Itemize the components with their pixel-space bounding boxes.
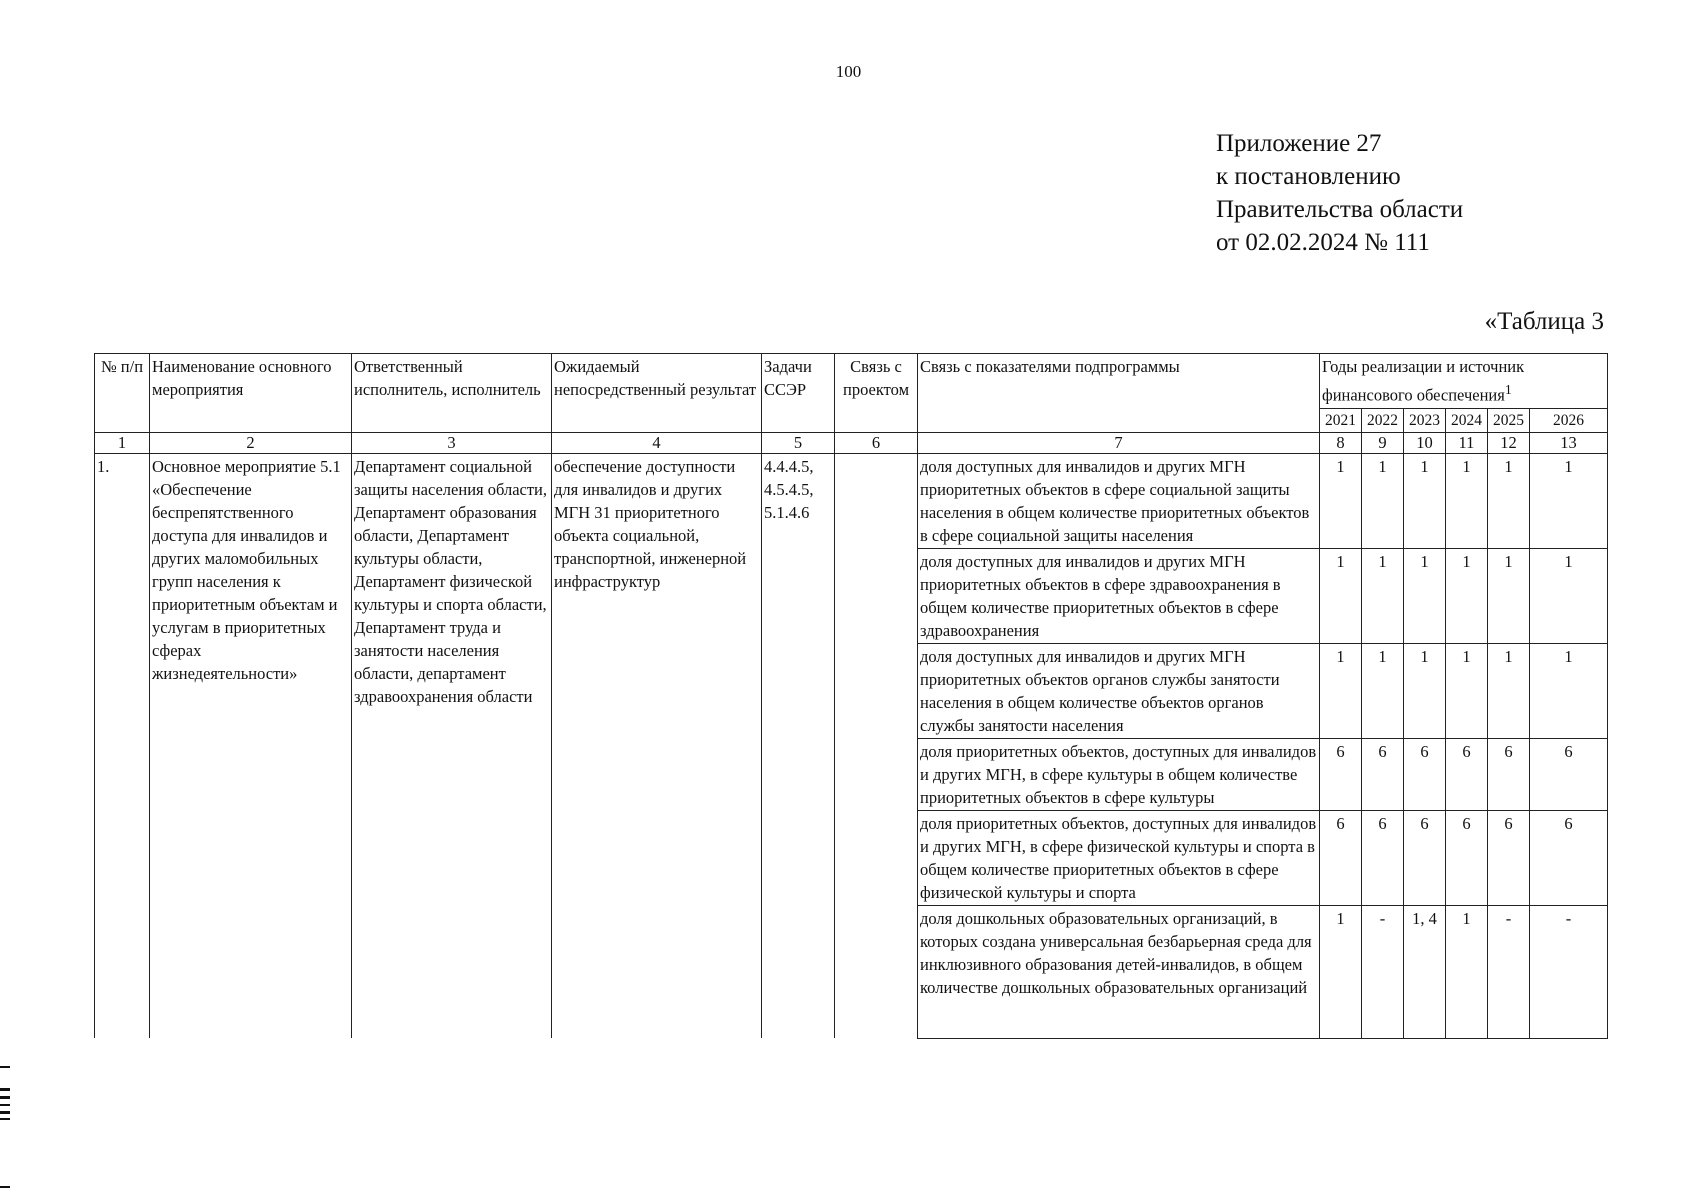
year-header: 2021	[1320, 408, 1362, 432]
appendix-block	[1216, 127, 1463, 259]
indicator-value: 1	[1446, 548, 1488, 643]
year-header: 2022	[1362, 408, 1404, 432]
column-number: 12	[1488, 432, 1530, 453]
indicator-value: 6	[1320, 810, 1362, 905]
table-row	[95, 453, 1608, 548]
indicator-value: 6	[1362, 738, 1404, 810]
column-number: 11	[1446, 432, 1488, 453]
header-name: Наименование основного мероприятия	[150, 354, 352, 433]
column-number-row	[95, 432, 1608, 453]
column-number: 9	[1362, 432, 1404, 453]
indicator-value: 1	[1362, 548, 1404, 643]
header-result: Ожидаемый непосредственный результат	[552, 354, 762, 433]
activities-table	[94, 353, 1608, 1039]
indicator-value: 1	[1362, 643, 1404, 738]
indicator-value: -	[1488, 905, 1530, 1038]
header-years-group-text: Годы реализации и источник финансового обеспечения	[1322, 357, 1525, 405]
scan-mark	[0, 1104, 10, 1106]
column-number: 10	[1404, 432, 1446, 453]
indicator-value: 1	[1446, 453, 1488, 548]
indicator-value: 6	[1320, 738, 1362, 810]
column-number: 6	[835, 432, 918, 453]
indicator-value: 1	[1488, 643, 1530, 738]
indicator-value: 6	[1404, 738, 1446, 810]
indicator-text: доля доступных для инвалидов и других МГН приоритетных объектов в сфере социальной защиты населения в общем количестве приоритетных объектов в сфере социальной защиты населения	[918, 453, 1320, 548]
indicator-value: 6	[1530, 738, 1608, 810]
scan-mark	[0, 1186, 10, 1188]
indicator-text: доля приоритетных объектов, доступных для инвалидов и других МГН, в сфере культуры в общем количестве приоритетных объектов в сфере культуры	[918, 738, 1320, 810]
indicator-value: 6	[1530, 810, 1608, 905]
header-num: № п/п	[95, 354, 150, 433]
header-tasks: Задачи ССЭР	[762, 354, 835, 433]
indicator-value: 6	[1488, 738, 1530, 810]
scan-mark	[0, 1118, 10, 1120]
indicator-value: 1, 4	[1404, 905, 1446, 1038]
scan-mark	[0, 1066, 10, 1068]
indicator-value: 1	[1446, 905, 1488, 1038]
indicator-text: доля доступных для инвалидов и других МГН приоритетных объектов органов службы занятости населения в общем количестве объектов органов службы занятости населения	[918, 643, 1320, 738]
indicator-value: 1	[1530, 548, 1608, 643]
indicator-value: 1	[1320, 453, 1362, 548]
scan-mark	[0, 1096, 10, 1099]
indicator-value: 1	[1404, 453, 1446, 548]
indicator-value: 1	[1320, 643, 1362, 738]
column-number: 5	[762, 432, 835, 453]
column-number: 4	[552, 432, 762, 453]
table-title: «Таблица 3	[1484, 308, 1604, 335]
indicator-value: -	[1530, 905, 1608, 1038]
indicator-value: 6	[1446, 738, 1488, 810]
indicator-value: 1	[1320, 905, 1362, 1038]
row-num: 1.	[95, 453, 150, 1038]
indicator-value: 1	[1320, 548, 1362, 643]
indicator-value: 6	[1404, 810, 1446, 905]
scan-mark	[0, 1088, 10, 1091]
row-project	[835, 453, 918, 1038]
row-responsible: Департамент социальной защиты населения области, Департамент образования области, Департамент культуры области, Департамент физической культуры и спорта области, Департамент труда и занятости населения области, департамент здравоохранения области	[352, 453, 552, 1038]
row-tasks: 4.4.4.5, 4.5.4.5, 5.1.4.6	[762, 453, 835, 1038]
scan-mark	[0, 1111, 10, 1114]
indicator-value: 1	[1488, 548, 1530, 643]
column-number: 7	[918, 432, 1320, 453]
indicator-value: 6	[1488, 810, 1530, 905]
footnote-mark: 1	[1504, 382, 1512, 397]
year-header: 2023	[1404, 408, 1446, 432]
row-result: обеспечение доступности для инвалидов и других МГН 31 приоритетного объекта социальной, транспортной, инженерной инфраструктур	[552, 453, 762, 1038]
appendix-line-1: Приложение 27	[1216, 130, 1382, 157]
appendix-line-2: к постановлению	[1216, 163, 1401, 190]
indicator-value: 1	[1446, 643, 1488, 738]
column-number: 2	[150, 432, 352, 453]
indicator-value: 1	[1404, 548, 1446, 643]
indicator-value: 1	[1530, 643, 1608, 738]
header-indicators: Связь с показателями подпрограммы	[918, 354, 1320, 433]
page-number: 100	[835, 62, 862, 81]
appendix-line-4: от 02.02.2024 № 111	[1216, 229, 1430, 256]
appendix-line-3: Правительства области	[1216, 196, 1464, 223]
row-name: Основное мероприятие 5.1 «Обеспечение беспрепятственного доступа для инвалидов и других маломобильных групп населения к приоритетным объектам и услугам в приоритетных сферах жизнедеятельности»	[150, 453, 352, 1038]
year-header: 2025	[1488, 408, 1530, 432]
indicator-text: доля приоритетных объектов, доступных для инвалидов и других МГН, в сфере физической культуры и спорта в общем количестве приоритетных объектов в сфере физической культуры и спорта	[918, 810, 1320, 905]
header-responsible: Ответственный исполнитель, исполнитель	[352, 354, 552, 433]
year-header: 2026	[1530, 408, 1608, 432]
indicator-value: 6	[1446, 810, 1488, 905]
indicator-value: 1	[1362, 453, 1404, 548]
indicator-value: 1	[1530, 453, 1608, 548]
indicator-value: 1	[1404, 643, 1446, 738]
column-number: 13	[1530, 432, 1608, 453]
header-years-group	[1320, 354, 1608, 409]
indicator-text: доля доступных для инвалидов и других МГН приоритетных объектов в сфере здравоохранения в общем количестве приоритетных объектов в сфере здравоохранения	[918, 548, 1320, 643]
column-number: 1	[95, 432, 150, 453]
header-project: Связь с проектом	[835, 354, 918, 433]
indicator-text: доля дошкольных образовательных организаций, в которых создана универсальная безбарьерная среда для инклюзивного образования детей-инвалидов, в общем количестве дошкольных образовательных организаций	[918, 905, 1320, 1038]
year-header: 2024	[1446, 408, 1488, 432]
indicator-value: 6	[1362, 810, 1404, 905]
indicator-value: 1	[1488, 453, 1530, 548]
column-number: 8	[1320, 432, 1362, 453]
indicator-value: -	[1362, 905, 1404, 1038]
header-row	[95, 354, 1608, 409]
column-number: 3	[352, 432, 552, 453]
